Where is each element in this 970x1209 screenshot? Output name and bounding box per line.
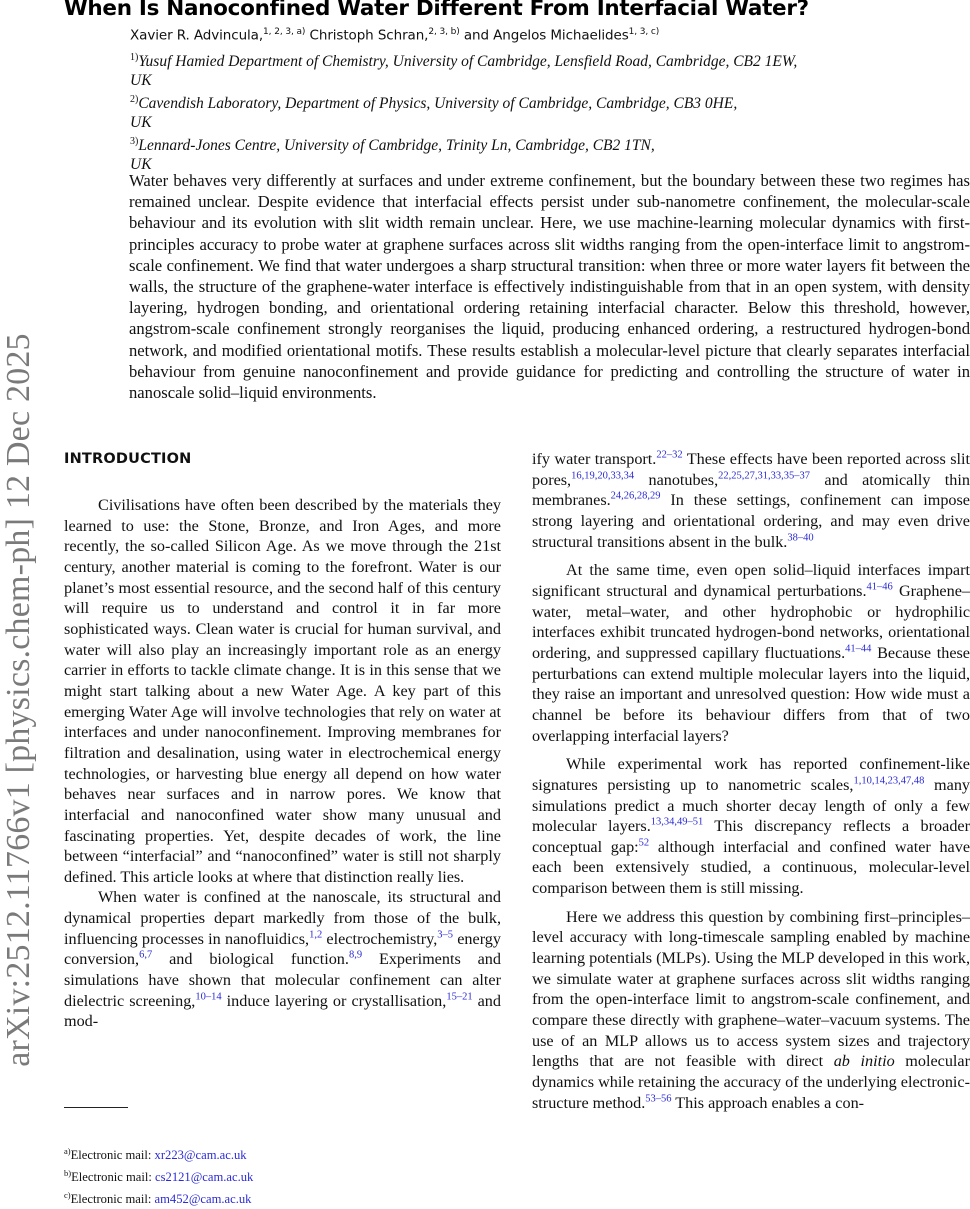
- affiliation-text: Lennard-Jones Centre, University of Cambridge, Trinity Ln, Cambridge, CB2 1TN,: [138, 137, 655, 155]
- citation-link[interactable]: 16,19,20,33,34: [571, 470, 635, 482]
- citation-link[interactable]: 41–44: [845, 643, 872, 655]
- text-run: In these settings, confinement can impose strong layering and orientational ordering, and may even drive structural transitions absent in the bulk.: [532, 491, 970, 551]
- citation-link[interactable]: 24,26,28,29: [610, 490, 661, 502]
- footnote-mark: c): [64, 1190, 71, 1201]
- text-run: Experiments and simulations have shown that molecular confinement can alter dielectric screening,: [64, 950, 501, 1010]
- text-run: electrochemistry,: [322, 929, 438, 948]
- email-link[interactable]: am452@cam.ac.uk: [154, 1192, 252, 1207]
- text-run: ify water transport.: [532, 450, 657, 468]
- text-run: These effects have been reported across slit pores,: [532, 450, 970, 489]
- affiliation-continuation: UK: [130, 156, 152, 174]
- paragraph: [532, 754, 970, 899]
- citation-link[interactable]: 15–21: [446, 991, 473, 1003]
- text-run: many simulations predict a much shorter decay length of only a few molecular layers.: [532, 775, 970, 836]
- left-column: [64, 448, 501, 1032]
- citation-link[interactable]: 53–56: [645, 1093, 672, 1105]
- footnote-mark: a): [64, 1146, 71, 1156]
- paragraph: [532, 907, 970, 1114]
- citation-link[interactable]: 52: [638, 837, 650, 849]
- footnote: [64, 1164, 253, 1186]
- affiliation-number: 3): [130, 136, 139, 148]
- citation-link[interactable]: 22,25,27,31,33,35–37: [718, 470, 811, 482]
- text-run: induce layering or crystallisation,: [221, 991, 447, 1010]
- author-name: Xavier R. Advincula,: [130, 27, 264, 44]
- text-run: nanotubes,: [634, 470, 719, 489]
- section-heading-introduction: INTRODUCTION: [64, 451, 192, 467]
- text-run: although interfacial and confined water have each been extensively studied, a continuous, molecular-level comparison between them is still missing.: [532, 837, 970, 898]
- right-column: [532, 449, 970, 1113]
- paragraph: [532, 560, 970, 746]
- paper-title: When Is Nanoconfined Water Different From Interfacial Water?: [64, 0, 809, 21]
- text-run: molecular dynamics while retaining the accuracy of the underlying electronic-structure method.: [532, 1052, 970, 1112]
- text-run: Because these perturbations can extend multiple molecular layers into the liquid, they raise an important and unresolved question: How wide must a channel be before its behaviour differs from that of two overlapping interfacial layers?: [532, 643, 970, 745]
- affiliation-number: 1): [130, 52, 139, 63]
- text-run: and mod-: [64, 991, 501, 1031]
- footnote-label: Electronic mail:: [71, 1170, 156, 1185]
- author-affiliation-marks: 1, 2, 3, a): [263, 27, 306, 37]
- author-name: Christoph Schran,: [309, 27, 429, 44]
- paragraph: [64, 887, 501, 1032]
- citation-link[interactable]: 1,2: [309, 929, 323, 941]
- abstract: Water behaves very differently at surfaces and under extreme confinement, but the boundary between these two regimes has remained unclear. Despite evidence that interfacial effects persist under sub-nanometre confinement, the molecular-scale behaviour and its evolution with slit width remain unclear. Here, we use machine-learning molecular dynamics with first-principles accuracy to probe water at graphene surfaces across slit widths ranging from the open-interface limit to angstrom-scale confinement. We find that water undergoes a sharp structural transition: when three or more water layers fit between the walls, the structure of the graphene-water interface is effectively indistinguishable from that in an open system, with density layering, hydrogen bonding, and orientational ordering retaining interfacial character. Below this threshold, however, angstrom-scale confinement strongly reorganises the liquid, producing enhanced ordering, a restructured hydrogen-bond network, and modified orientational motifs. These results establish a molecular-level picture that clearly separates interfacial behaviour from genuine nanoconfinement and provide guidance for predicting and controlling the structure of water in nanoscale solid–liquid environments.: [129, 171, 970, 403]
- text-run: and atomically thin membranes.: [532, 470, 970, 510]
- italic-term: ab initio: [833, 1052, 895, 1071]
- affiliation-text: Yusuf Hamied Department of Chemistry, University of Cambridge, Lensfield Road, Cambridge, CB2 1EW,: [138, 53, 798, 71]
- text-run: energy conversion,: [64, 929, 501, 969]
- author-name: and Angelos Michaelides: [463, 27, 629, 44]
- email-link[interactable]: cs2121@cam.ac.uk: [155, 1170, 254, 1185]
- text-run: and biological function.: [152, 950, 349, 969]
- text-run: Graphene–water, metal–water, and other hydrophobic or hydrophilic interfaces exhibit truncated hydrogen-bond networks, orientational ordering, and suppressed capillary fluctuations.: [532, 581, 970, 662]
- author-affiliation-marks: 2, 3, b): [428, 27, 460, 37]
- citation-link[interactable]: 1,10,14,23,47,48: [853, 775, 925, 787]
- citation-link[interactable]: 3–5: [437, 929, 454, 941]
- footnote: [64, 1142, 253, 1164]
- affiliation-list: [130, 48, 950, 174]
- affiliation-continuation: UK: [130, 72, 152, 90]
- arxiv-identifier-stamp: arXiv:2512.11766v1 [physics.chem-ph] 12 Dec 2025: [0, 333, 37, 1067]
- email-link[interactable]: xr223@cam.ac.uk: [154, 1148, 247, 1163]
- author-list: [130, 27, 659, 44]
- citation-link[interactable]: 10–14: [195, 991, 222, 1003]
- footnote-divider: [64, 1107, 128, 1108]
- paragraph: Civilisations have often been described by the materials they learned to use: the Stone, Bronze, and Iron Ages, and more recently, the so-called Silicon Age. As we move through the 21st century, another material is coming to the forefront. Water is our planet’s most essential resource, and the second half of this century will require us to understand and control it in far more sophisticated ways. Clean water is crucial for human survival, and water will also play an increasingly important role as an energy carrier in efforts to tackle climate change. It is in this sense that we might start talking about a new Water Age. A key part of this emerging Water Age will involve technologies that rely on water at interfaces and under nanoconfinement. Improving membranes for filtration and desalination, using water in electrochemical energy technologies, or harvesting blue energy all depend on how water behaves near surfaces and in narrow pores. We know that interfacial and nanoconfined water show many unusual and fascinating properties. Yet, despite decades of work, the line between “interfacial” and “nanoconfined” water is still not sharply defined. This article looks at where that distinction really lies.: [64, 496, 501, 886]
- affiliation-continuation: UK: [130, 114, 152, 132]
- affiliation-text: Cavendish Laboratory, Department of Physics, University of Cambridge, Cambridge, CB3 0HE,: [138, 95, 738, 113]
- citation-link[interactable]: 38–40: [787, 532, 814, 544]
- footnote-mark: b): [64, 1168, 72, 1179]
- footnotes: [64, 1142, 253, 1209]
- footnote: [64, 1186, 253, 1208]
- citation-link[interactable]: 6,7: [139, 950, 153, 962]
- text-run: While experimental work has reported confinement-like signatures persisting up to nanometric scales,: [532, 755, 970, 794]
- affiliation: [130, 48, 950, 71]
- affiliation-number: 2): [130, 94, 139, 106]
- text-run: This discrepancy reflects a broader conceptual gap:: [532, 817, 970, 856]
- author-affiliation-marks: 1, 3, c): [628, 27, 660, 37]
- affiliation: [130, 132, 950, 155]
- citation-link[interactable]: 8,9: [348, 950, 363, 962]
- text-run: When water is confined at the nanoscale, its structural and dynamical properties depart markedly from those of the bulk, influencing processes in nanofluidics,: [64, 888, 501, 948]
- text-run: This approach enables a con-: [671, 1093, 865, 1112]
- affiliation: [130, 90, 950, 113]
- footnote-label: Electronic mail:: [70, 1192, 155, 1207]
- footnote-label: Electronic mail:: [70, 1148, 155, 1163]
- citation-link[interactable]: 13,34,49–51: [650, 816, 704, 828]
- paragraph-continuation: [532, 449, 970, 552]
- citation-link[interactable]: 22–32: [656, 449, 683, 461]
- citation-link[interactable]: 41–46: [866, 581, 893, 593]
- text-run: At the same time, even open solid–liquid interfaces impart significant structural and dynamical perturbations.: [532, 561, 970, 600]
- text-run: Here we address this question by combining first–principles–level accuracy with long-timescale sampling enabled by machine learning potentials (MLPs). Using the MLP developed in this work, we simulate water at graphene surfaces across slit widths ranging from the open-interface limit to angstrom-scale confinement, and compare these directly with graphene–water–vacuum systems. The use of an MLP allows us to access system sizes and trajectory lengths that are not feasible with direct: [532, 907, 970, 1071]
